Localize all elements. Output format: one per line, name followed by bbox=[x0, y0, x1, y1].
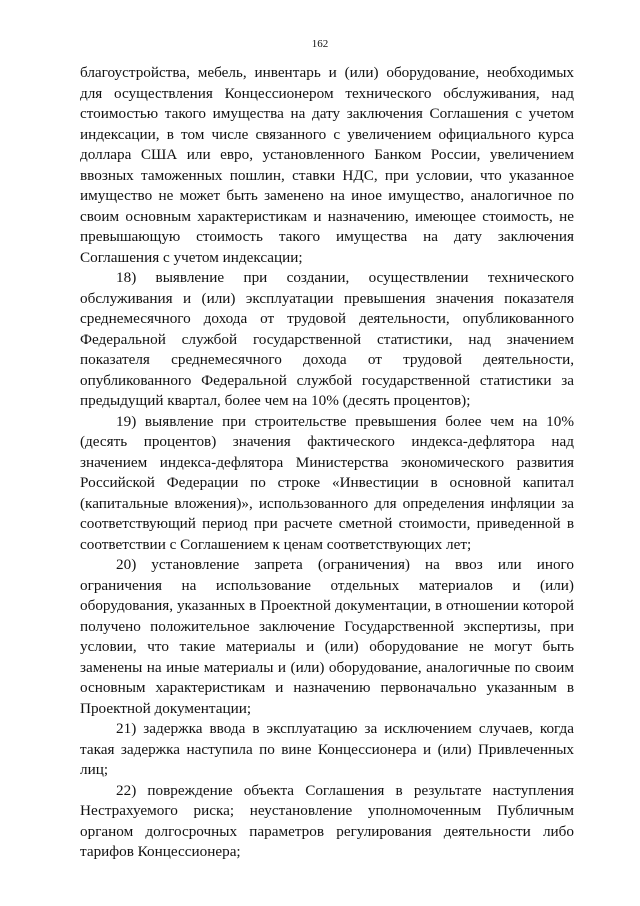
page-number: 162 bbox=[311, 38, 329, 50]
list-item-22: 22) повреждение объекта Соглашения в результате наступления Нестрахуемого риска; неустановление уполномоченным Публичным органом долгосрочных параметров регулирования деятельности либо тарифов Концессионера; bbox=[80, 781, 574, 860]
list-item-21: 21) задержка ввода в эксплуатацию за исключением случаев, когда такая задержка наступила по вине Концессионера и (или) Привлеченных лиц; bbox=[80, 720, 574, 778]
list-item-19: 19) выявление при строительстве превышения более чем на 10% (десять процентов) значения фактического индекса-дефлятора над значением индекса-дефлятора Министерства экономического развития Российской Федерации по строке «Инвестиции в основной капитал (капитальные вложения)», использованного для определения инфляции за соответствующий период при расчете сметной стоимости, приведенной в соответствии с Соглашением к ценам соответствующих лет; bbox=[80, 412, 574, 553]
paragraph-continuation: благоустройства, мебель, инвентарь и (или) оборудование, необходимых для осуществления Концессионером технического обслуживания, над стоимостью такого имущества на дату заключения Соглашения с учетом индексации, в том числе связанного с увеличением официального курса доллара США или евро, установленного Банком России, увеличением ввозных таможенных пошлин, ставки НДС, при условии, что указанное имущество не может быть заменено на иное имущество, аналогичное по своим основным характеристикам и назначению, имеющее стоимость, не превышающую стоимость такого имущества на дату заключения Соглашения с учетом индексации; bbox=[80, 64, 574, 266]
list-item-20: 20) установление запрета (ограничения) на ввоз или иного ограничения на использование отдельных материалов и (или) оборудования, указанных в Проектной документации, в отношении которой получено положительное заключение Государственной экспертизы, при условии, что такие материалы и (или) оборудование не могут быть заменены на иные материалы и (или) оборудование, аналогичные по своим основным характеристикам и назначению первоначально указанным в Проектной документации; bbox=[80, 556, 574, 717]
list-item-18: 18) выявление при создании, осуществлении технического обслуживания и (или) эксплуатации превышения значения показателя среднемесячного дохода от трудовой деятельности, опубликованного Федеральной службой государственной статистики, над значением показателя среднемесячного дохода от трудовой деятельности, опубликованного Федеральной службой государственной статистики за предыдущий квартал, более чем на 10% (десять процентов); bbox=[80, 269, 574, 409]
document-body bbox=[80, 63, 574, 863]
